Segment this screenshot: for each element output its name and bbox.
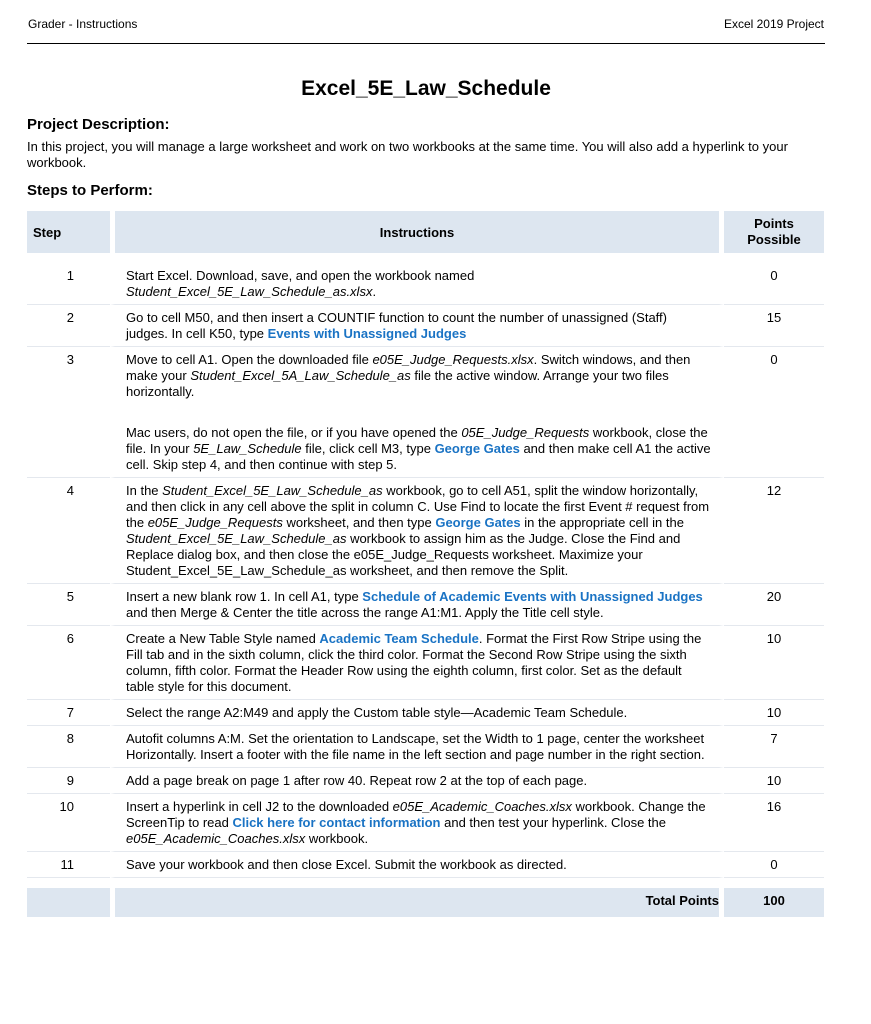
file-name: e05E_Academic_Coaches.xlsx (126, 831, 306, 846)
file-name: e05E_Judge_Requests.xlsx (372, 352, 534, 367)
total-value: 100 (724, 888, 824, 917)
step-instructions: Create a New Table Style named Academic Team Schedule. Format the First Row Stripe using the Fill tab and in the sixth column, click the third color. Format the Second Row Stripe using the sixth column, fifth color. Format the Header Row using the eighth column, first color. Set as the default table style for this document. (110, 626, 724, 700)
step-instructions: Move to cell A1. Open the downloaded file e05E_Judge_Requests.xlsx. Switch windows, and then make your Student_Excel_5A_Law_Schedule_as file the active window. Arrange your two files horizontally. Mac users, do not open the file, or if you have opened the 05E_Judge_Requests workbook, close the file. In your 5E_Law_Schedule file, click cell M3, type George Gates and then make cell A1 the active cell. Skip step 4, and then continue with step 5. (110, 347, 724, 478)
table-row-step-8 (27, 726, 824, 768)
file-name: 05E_Judge_Requests (461, 425, 590, 440)
table-row-step-9 (27, 768, 824, 794)
step-number: 10 (27, 794, 110, 852)
file-name: e05E_Judge_Requests (147, 515, 283, 530)
step-number: 9 (27, 768, 110, 794)
step-instructions: Add a page break on page 1 after row 40. Repeat row 2 at the top of each page. (110, 768, 724, 794)
steps-heading: Steps to Perform: (27, 182, 153, 199)
typed-text: Academic Team Schedule (319, 631, 479, 646)
col-header-points-line2: Possible (747, 232, 801, 247)
step-points: 16 (724, 794, 824, 852)
header-left-text: Grader - Instructions (28, 17, 138, 31)
step-instructions: In the Student_Excel_5E_Law_Schedule_as workbook, go to cell A51, split the window horizontally, and then click in any cell above the split in column C. Use Find to locate the first Event # request from the e05E_Judge_Requests worksheet, and then type George Gates in the appropriate cell in the Student_Excel_5E_Law_Schedule_as workbook to assign him as the Judge. Close the Find and Replace dialog box, and then close the e05E_Judge_Requests worksheet. Maximize your Student_Excel_5E_Law_Schedule_as worksheet, and then remove the Split. (110, 478, 724, 584)
steps-table (27, 211, 824, 917)
total-row (27, 888, 824, 917)
typed-text: Events with Unassigned Judges (267, 326, 467, 341)
table-row-step-11 (27, 852, 824, 878)
col-header-instructions: Instructions (110, 211, 724, 253)
step-number: 6 (27, 626, 110, 700)
file-name: e05E_Academic_Coaches.xlsx (392, 799, 572, 814)
col-header-step: Step (27, 211, 110, 253)
step-points: 15 (724, 305, 824, 347)
project-description-heading: Project Description: (27, 116, 170, 133)
step-points: 0 (724, 852, 824, 878)
step-instructions: Select the range A2:M49 and apply the Custom table style—Academic Team Schedule. (110, 700, 724, 726)
step-instructions: Insert a new blank row 1. In cell A1, type Schedule of Academic Events with Unassigned Judges and then Merge & Center the title across the range A1:M1. Apply the Title cell style. (110, 584, 724, 626)
step-number: 2 (27, 305, 110, 347)
step-points: 0 (724, 347, 824, 478)
instructions-page (27, 0, 825, 917)
step-points: 7 (724, 726, 824, 768)
typed-text: Click here for contact information (232, 815, 441, 830)
table-row-step-1 (27, 263, 824, 305)
step-instructions: Autofit columns A:M. Set the orientation to Landscape, set the Width to 1 page, center the worksheet Horizontally. Insert a footer with the file name in the left section and page number in the right section. (110, 726, 724, 768)
table-row-step-4 (27, 478, 824, 584)
table-row-step-5 (27, 584, 824, 626)
step-points: 10 (724, 626, 824, 700)
step-instructions: Save your workbook and then close Excel. Submit the workbook as directed. (110, 852, 724, 878)
header-right-text: Excel 2019 Project (723, 17, 824, 31)
step-points: 20 (724, 584, 824, 626)
step-number: 1 (27, 263, 110, 305)
total-label: Total Points (110, 888, 724, 917)
step-points: 12 (724, 478, 824, 584)
typed-text: George Gates (435, 515, 521, 530)
step-number: 4 (27, 478, 110, 584)
step-number: 8 (27, 726, 110, 768)
file-name: Student_Excel_5A_Law_Schedule_as (190, 368, 411, 383)
col-header-points-line1: Points (754, 216, 794, 231)
typed-text: Schedule of Academic Events with Unassigned Judges (362, 589, 703, 604)
table-row-step-10 (27, 794, 824, 852)
project-description-text: In this project, you will manage a large worksheet and work on two workbooks at the same time. You will also add a hyperlink to your workbook. (27, 139, 788, 170)
step-points: 0 (724, 263, 824, 305)
step-points: 10 (724, 700, 824, 726)
col-header-points (724, 211, 824, 253)
file-name: 5E_Law_Schedule (193, 441, 302, 456)
page-header (27, 0, 825, 44)
step-points: 10 (724, 768, 824, 794)
step-number: 5 (27, 584, 110, 626)
step-instructions: Go to cell M50, and then insert a COUNTIF function to count the number of unassigned (Staff) judges. In cell K50, type Events with Unassigned Judges (110, 305, 724, 347)
step-number: 7 (27, 700, 110, 726)
step-number: 3 (27, 347, 110, 478)
table-row-step-6 (27, 626, 824, 700)
table-row-step-7 (27, 700, 824, 726)
file-name: Student_Excel_5E_Law_Schedule_as.xlsx (126, 284, 373, 299)
step-number: 11 (27, 852, 110, 878)
table-row-step-2 (27, 305, 824, 347)
table-header-row (27, 211, 824, 253)
file-name: Student_Excel_5E_Law_Schedule_as (126, 531, 347, 546)
step-instructions: Insert a hyperlink in cell J2 to the downloaded e05E_Academic_Coaches.xlsx workbook. Change the ScreenTip to read Click here for contact information and then test your hyperlink. Close the e05E_Academic_Coaches.xlsx workbook. (110, 794, 724, 852)
step-instructions: Start Excel. Download, save, and open the workbook named Student_Excel_5E_Law_Schedule_as.xlsx. (110, 263, 724, 305)
table-row-step-3 (27, 347, 824, 478)
typed-text: George Gates (434, 441, 520, 456)
page-title: Excel_5E_Law_Schedule (301, 77, 551, 100)
file-name: Student_Excel_5E_Law_Schedule_as (162, 483, 383, 498)
